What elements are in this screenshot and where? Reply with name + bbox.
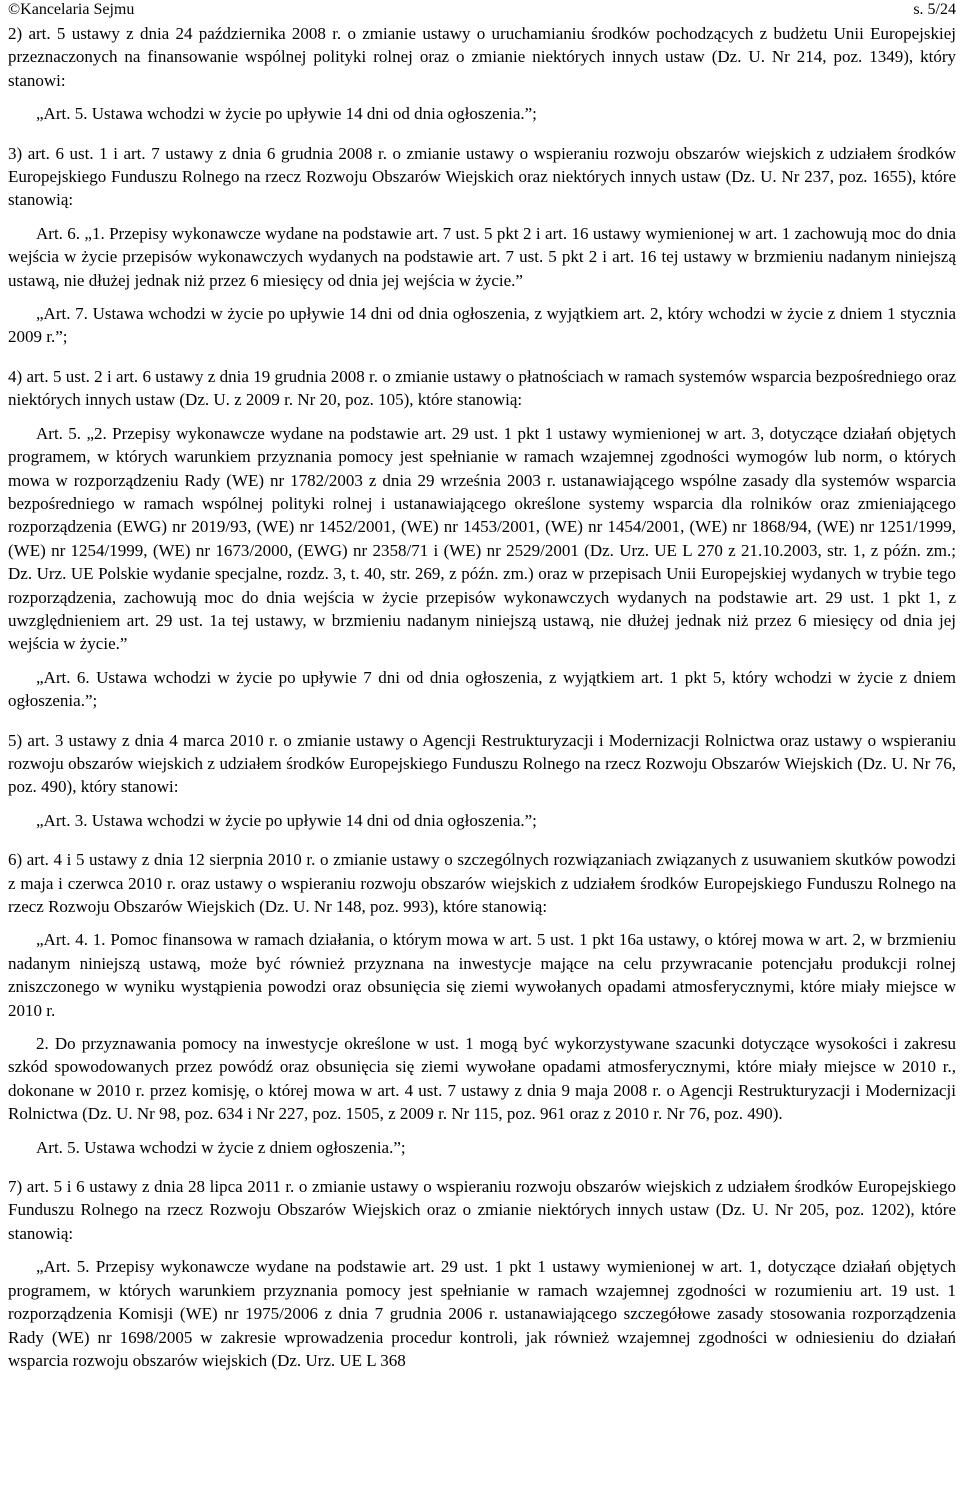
item-6-paragraph: 6) art. 4 i 5 ustawy z dnia 12 sierpnia 2010 r. o zmianie ustawy o szczególnych rozwiązaniach związanych z usuwaniem skutków powodzi z maja i czerwca 2010 r. oraz ustawy o wspieraniu rozwoju obszarów wiejskich z udziałem środków Europejskiego Funduszu Rolnego na rzecz Rozwoju Obszarów Wiejskich (Dz. U. Nr 148, poz. 993), które stanowią: — [8, 850, 956, 916]
header-publisher: ©Kancelaria Sejmu — [8, 1, 135, 18]
item-4-paragraph: 4) art. 5 ust. 2 i art. 6 ustawy z dnia 19 grudnia 2008 r. o zmianie ustawy o płatnościach w ramach systemów wsparcia bezpośredniego oraz niektórych innych ustaw (Dz. U. z 2009 r. Nr 20, poz. 105), które stanowią: — [8, 366, 956, 410]
quote-art-4-1: „Art. 4. 1. Pomoc finansowa w ramach działania, o którym mowa w art. 5 ust. 1 pkt 16a ustawy, o której mowa w art. 2, w brzmieniu nadanym niniejszą ustawą, może być również przyznana na inwestycje mające na celu przywracanie potencjału produkcji rolnej zniszczonego w wyniku wystąpienia powodzi oraz obsunięcia się ziemi wywołanych opadami atmosferycznymi, które miały miejsce w 2010 r. — [8, 930, 956, 1020]
quote-art-6-entry: „Art. 6. Ustawa wchodzi w życie po upływie 7 dni od dnia ogłoszenia, z wyjątkiem art. 1 pkt 5, który wchodzi w życie z dniem ogłoszenia.”; — [8, 667, 956, 711]
quote-art-3: „Art. 3. Ustawa wchodzi w życie po upływie 14 dni od dnia ogłoszenia.”; — [36, 810, 537, 830]
item-7-paragraph: 7) art. 5 i 6 ustawy z dnia 28 lipca 2011 r. o zmianie ustawy o wspieraniu rozwoju obszarów wiejskich z udziałem środków Europejskiego Funduszu Rolnego na rzecz Rozwoju Obszarów Wiejskich oraz o zmianie niektórych innych ustaw (Dz. U. Nr 205, poz. 1202), które stanowią: — [8, 1177, 956, 1243]
document-body — [8, 22, 956, 1372]
quote-art-4-2: 2. Do przyznawania pomocy na inwestycje określone w ust. 1 mogą być wykorzystywane szacunki dotyczące wysokości i zakresu szkód spowodowanych przez powódź oraz obsunięcia się ziemi wywołane opadami atmosferycznymi, które miały miejsce w 2010 r., dokonane w 2010 r. przez komisję, o której mowa w art. 4 ust. 7 ustawy z dnia 9 maja 2008 r. o Agencji Restrukturyzacji i Modernizacji Rolnictwa (Dz. U. Nr 98, poz. 634 i Nr 227, poz. 1505, z 2009 r. Nr 115, poz. 961 oraz z 2010 r. Nr 76, poz. 490). — [8, 1034, 956, 1124]
quote-art-6: Art. 6. „1. Przepisy wykonawcze wydane na podstawie art. 7 ust. 5 pkt 2 i art. 16 ustawy wymienionej w art. 1 zachowują moc do dnia wejścia w życie przepisów wykonawczych wydanych na podstawie art. 7 ust. 5 pkt 2 i art. 16 tej ustawy w brzmieniu nadanym niniejszą ustawą, nie dłużej jednak niż przez 6 miesięcy od dnia jej wejścia w życie.” — [8, 223, 956, 290]
quote-art-5: „Art. 5. Ustawa wchodzi w życie po upływie 14 dni od dnia ogłoszenia.”; — [36, 104, 537, 124]
quote-art-5-2: Art. 5. „2. Przepisy wykonawcze wydane na podstawie art. 29 ust. 1 pkt 1 ustawy wymienionej w art. 3, dotyczące działań objętych programem, w których warunkiem przyznania pomocy jest spełnianie w ramach wzajemnej zgodności wymogów lub norm, o których mowa w rozporządzeniu Rady (WE) nr 1782/2003 z dnia 29 września 2003 r. ustanawiającego wspólne zasady dla systemów wsparcia bezpośredniego w ramach wspólnej polityki rolnej i ustanawiającego określone systemy wsparcia dla rolników oraz zmieniającego rozporządzenia (EWG) nr 2019/93, (WE) nr 1452/2001, (WE) nr 1453/2001, (WE) nr 1454/2001, (WE) nr 1868/94, (WE) nr 1251/1999, (WE) nr 1254/1999, (WE) nr 1673/2000, (EWG) nr 2358/71 i (WE) nr 2529/2001 (Dz. Urz. UE L 270 z 21.10.2003, str. 1, z późn. zm.; Dz. Urz. UE Polskie wydanie specjalne, rozdz. 3, t. 40, str. 269, z późn. zm.) oraz w przepisach Unii Europejskiej wydanych w trybie tego rozporządzenia, zachowują moc do dnia wejścia w życie przepisów wykonawczych wydanych na podstawie art. 29 ust. 1 pkt 1, z uwzględnieniem art. 29 ust. 1a tej ustawy, w brzmieniu nadanym niniejszą ustawą, nie dłużej jednak niż przez 6 miesięcy od dnia jej wejścia w życie.” — [8, 423, 956, 654]
quote-art-5-2011: „Art. 5. Przepisy wykonawcze wydane na podstawie art. 29 ust. 1 pkt 1 ustawy wymienionej w art. 1, dotyczące działań objętych programem, w których warunkiem przyznania pomocy jest spełnianie w ramach wzajemnej zgodności w rozumieniu art. 19 ust. 1 rozporządzenia Komisji (WE) nr 1975/2006 z dnia 7 grudnia 2006 r. ustanawiającego szczegółowe zasady stosowania rozporządzenia Rady (WE) nr 1698/2005 w zakresie wprowadzenia procedur kontroli, jak również wzajemnej zgodności w odniesieniu do działań wsparcia rozwoju obszarów wiejskich (Dz. Urz. UE L 368 — [8, 1257, 956, 1370]
item-5-paragraph: 5) art. 3 ustawy z dnia 4 marca 2010 r. o zmianie ustawy o Agencji Restrukturyzacji i Modernizacji Rolnictwa oraz ustawy o wspieraniu rozwoju obszarów wiejskich z udziałem środków Europejskiego Funduszu Rolnego na rzecz Rozwoju Obszarów Wiejskich (Dz. U. Nr 76, poz. 490), który stanowi: — [8, 730, 956, 797]
quote-art-5-entry: Art. 5. Ustawa wchodzi w życie z dniem ogłoszenia.”; — [36, 1137, 406, 1157]
quote-art-7: „Art. 7. Ustawa wchodzi w życie po upływie 14 dni od dnia ogłoszenia, z wyjątkiem art. 2, który wchodzi w życie z dniem 1 stycznia 2009 r.”; — [8, 304, 956, 347]
page-header — [8, 0, 956, 20]
header-page-number: s. 5/24 — [913, 1, 956, 18]
item-3-paragraph: 3) art. 6 ust. 1 i art. 7 ustawy z dnia 6 grudnia 2008 r. o zmianie ustawy o wspieraniu rozwoju obszarów wiejskich z udziałem środków Europejskiego Funduszu Rolnego na rzecz Rozwoju Obszarów Wiejskich oraz niektórych innych ustaw (Dz. U. Nr 237, poz. 1655), które stanowią: — [8, 143, 956, 210]
item-2-paragraph: 2) art. 5 ustawy z dnia 24 października 2008 r. o zmianie ustawy o uruchamianiu środków pochodzących z budżetu Unii Europejskiej przeznaczonych na finansowanie wspólnej polityki rolnej oraz o zmianie niektórych innych ustaw (Dz. U. Nr 214, poz. 1349), który stanowi: — [8, 24, 956, 90]
